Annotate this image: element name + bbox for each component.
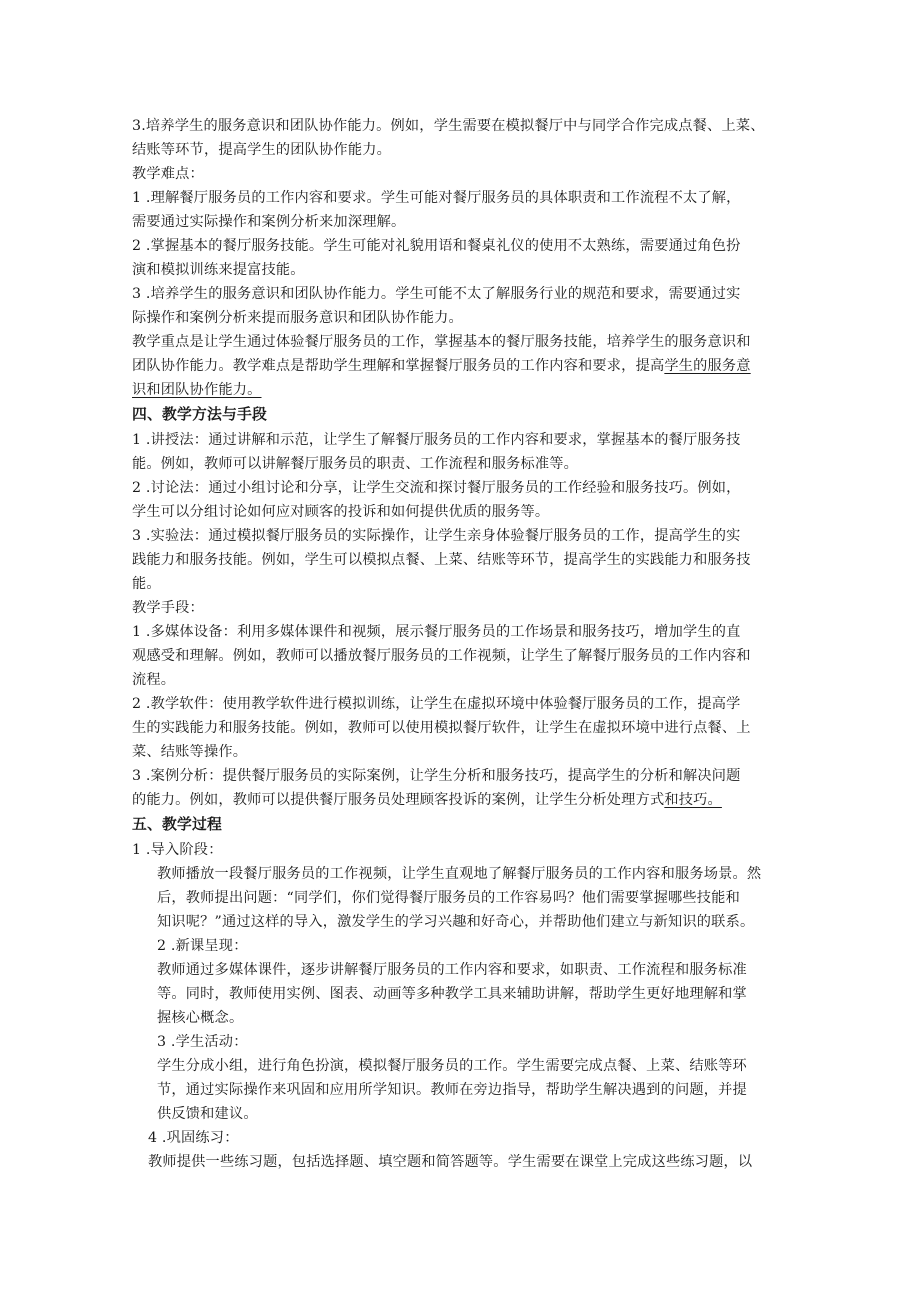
text-line: 等。同时，教师使用实例、图表、动画等多种教学工具来辅助讲解，帮助学生更好地理解和掌 [157, 986, 747, 1002]
text-line: 教师提供一些练习题，包括选择题、填空题和简答题等。学生需要在课堂上完成这些练习题，以 [148, 1154, 753, 1170]
text-line: 能。 [132, 576, 161, 592]
text-line: 后，教师提出问题：“同学们，你们觉得餐厅服务员的工作容易吗？他们需要掌握哪些技能和 [157, 890, 740, 906]
text-segment: 团队协作能力。教学难点是帮助学生理解和掌握餐厅服务员的工作内容和要求，提高 [132, 358, 665, 374]
text-line: 1 .导入阶段： [132, 842, 223, 858]
text-line: 1 .理解餐厅服务员的工作内容和要求。学生可能对餐厅服务员的具体职责和工作流程不太了解， [132, 190, 741, 206]
text-line: 观感受和理解。例如，教师可以播放餐厅服务员的工作视频，让学生了解餐厅服务员的工作内容和 [132, 648, 751, 664]
text-line: 教师通过多媒体课件，逐步讲解餐厅服务员的工作内容和要求，如职责、工作流程和服务标准 [157, 962, 747, 978]
text-line: 供反馈和建议。 [157, 1106, 258, 1122]
underlined-text: 和技巧。 [664, 792, 722, 808]
text-line: 流程。 [132, 672, 176, 688]
text-line: 1 .讲授法：通过讲解和示范，让学生了解餐厅服务员的工作内容和要求，掌握基本的餐厅服务技 [132, 432, 741, 448]
text-line: 学生可以分组讨论如何应对顾客的投诉和如何提供优质的服务等。 [132, 504, 550, 520]
text-line: 菜、结账等操作。 [132, 744, 248, 760]
text-line: 学生分成小组，进行角色扮演，模拟餐厅服务员的工作。学生需要完成点餐、上菜、结账等环 [157, 1058, 747, 1074]
text-line: 3.培养学生的服务意识和团队协作能力。例如，学生需要在模拟餐厅中与同学合作完成点餐、上菜、 [132, 118, 765, 134]
text-line: 演和模拟训练来提富技能。 [132, 262, 305, 278]
text-line: 2 .掌握基本的餐厅服务技能。学生可能对礼貌用语和餐桌礼仪的使用不太熟练，需要通过角色扮 [132, 238, 741, 254]
text-line: 教学重点是让学生通过体验餐厅服务员的工作，掌握基本的餐厅服务技能，培养学生的服务意识和 [132, 334, 751, 350]
text-line: 需要通过实际操作和案例分析来加深理解。 [132, 214, 406, 230]
text-line: 教学难点： [132, 166, 204, 182]
text-line: 3 .学生活动： [157, 1034, 248, 1050]
text-line: 际操作和案例分析来提而服务意识和团队协作能力。 [132, 310, 463, 326]
text-line: 节，通过实际操作来巩固和应用所学知识。教师在旁边指导，帮助学生解决遇到的问题，并提 [157, 1082, 747, 1098]
text-line: 践能力和服务技能。例如，学生可以模拟点餐、上菜、结账等环节，提高学生的实践能力和服务技 [132, 552, 751, 568]
underlined-text: 学生的服务意 [664, 358, 751, 374]
text-line: 握核心概念。 [157, 1010, 244, 1026]
text-line: 3 .实验法：通过模拟餐厅服务员的实际操作，让学生亲身体验餐厅服务员的工作，提高学生的实 [132, 528, 741, 544]
text-line: 3 .案例分析：提供餐厅服务员的实际案例，让学生分析和服务技巧，提高学生的分析和解决问题 [132, 768, 741, 784]
text-line: 2 .新课呈现： [157, 938, 248, 954]
text-line: 教学手段： [132, 600, 204, 616]
text-line: 4 .巩固练习： [148, 1130, 239, 1146]
text-line: 1 .多媒体设备：利用多媒体课件和视频，展示餐厅服务员的工作场景和服务技巧，增加学生的直 [132, 624, 741, 640]
section-heading-4: 四、教学方法与手段 [132, 406, 267, 423]
text-segment: 的能力。例如，教师可以提供餐厅服务员处理顾客投诉的案例，让学生分析处理方式 [132, 792, 665, 808]
text-line: 生的实践能力和服务技能。例如，教师可以使用模拟餐厅软件，让学生在虚拟环境中进行点餐、上 [132, 720, 751, 736]
section-heading-5: 五、教学过程 [132, 816, 222, 833]
text-line: 2 .教学软件：使用教学软件进行模拟训练，让学生在虚拟环境中体验餐厅服务员的工作，提高学 [132, 696, 741, 712]
text-line: 3 .培养学生的服务意识和团队协作能力。学生可能不太了解服务行业的规范和要求，需要通过实 [132, 286, 741, 302]
text-line: 教师播放一段餐厅服务员的工作视频，让学生直观地了解餐厅服务员的工作内容和服务场景。然 [157, 866, 762, 882]
text-line [132, 789, 722, 811]
text-line: 知识呢？”通过这样的导入，激发学生的学习兴趣和好奇心，并帮助他们建立与新知识的联系。 [157, 914, 755, 930]
text-line: 2 .讨论法：通过小组讨论和分享，让学生交流和探讨餐厅服务员的工作经验和服务技巧。例如， [132, 480, 741, 496]
text-line: 结账等环节，提高学生的团队协作能力。 [132, 142, 391, 158]
text-line: 能。例如，教师可以讲解餐厅服务员的职责、工作流程和服务标准等。 [132, 456, 579, 472]
text-line [132, 355, 751, 377]
underlined-text-line: 识和团队协作能力。 [132, 382, 262, 398]
